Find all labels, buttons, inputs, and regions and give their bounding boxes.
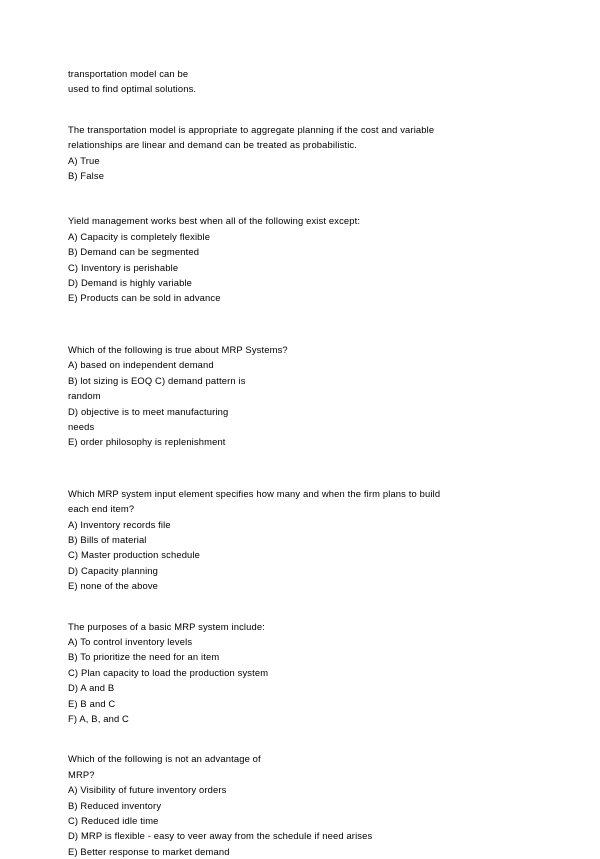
text-line: E) Products can be sold in advance: [68, 292, 221, 304]
text-line: C) Plan capacity to load the production system: [68, 666, 269, 678]
text-line: E) order philosophy is replenishment: [68, 436, 226, 448]
text-line: The purposes of a basic MRP system include:: [68, 620, 265, 632]
text-line: Which of the following is not an advantage of: [68, 753, 261, 765]
text-line: B) False: [68, 170, 105, 182]
text-line: E) Better response to market demand: [68, 845, 230, 857]
text-line: B) Reduced inventory: [68, 799, 162, 811]
spacer: [68, 470, 532, 486]
text-line: C) Inventory is perishable: [68, 261, 179, 273]
text-line: used to find optimal solutions.: [68, 83, 197, 95]
text-line: A) based on independent demand: [68, 359, 214, 371]
text-line: Which of the following is true about MRP Systems?: [68, 343, 288, 355]
text-line: D) MRP is flexible - easy to veer away from the schedule if need arises: [68, 830, 373, 842]
text-line: random: [68, 390, 101, 402]
text-line: F) A, B, and C: [68, 713, 129, 724]
text-line: MRP?: [68, 768, 95, 780]
text-block-question-mrp-input-element: [68, 486, 532, 594]
text-line: A) Capacity is completely flexible: [68, 230, 211, 242]
text-block-question-mrp-not-advantage: [68, 751, 532, 859]
text-line: B) Bills of material: [68, 533, 147, 545]
text-line: B) Demand can be segmented: [68, 246, 200, 258]
text-block-intro-fragment: [68, 66, 532, 97]
text-line: relationships are linear and demand can be treated as probabilistic.: [68, 139, 358, 151]
text-line: B) To prioritize the need for an item: [68, 651, 220, 663]
spacer: [68, 203, 532, 213]
text-block-question-transportation-model: [68, 122, 532, 184]
text-block-question-mrp-systems-true: [68, 342, 532, 450]
text-block-question-yield-management: [68, 213, 532, 305]
text-line: The transportation model is appropriate to aggregate planning if the cost and variable: [68, 123, 435, 135]
text-line: C) Reduced idle time: [68, 815, 159, 827]
text-line: A) Visibility of future inventory orders: [68, 784, 227, 796]
text-line: A) Inventory records file: [68, 518, 171, 530]
text-line: B) lot sizing is EOQ C) demand pattern is: [68, 374, 246, 386]
text-block-question-basic-mrp-purposes: [68, 619, 532, 727]
spacer: [68, 326, 532, 342]
text-line: A) To control inventory levels: [68, 635, 193, 647]
text-line: E) none of the above: [68, 580, 159, 592]
text-line: needs: [68, 420, 95, 432]
text-line: D) Demand is highly variable: [68, 277, 193, 289]
text-line: D) A and B: [68, 682, 115, 694]
text-line: E) B and C: [68, 697, 116, 709]
text-line: A) True: [68, 154, 100, 166]
text-line: D) Capacity planning: [68, 564, 159, 576]
text-line: Which MRP system input element specifies how many and when the firm plans to build: [68, 487, 441, 499]
text-line: Yield management works best when all of the following exist except:: [68, 215, 361, 227]
text-line: D) objective is to meet manufacturing: [68, 405, 229, 417]
text-line: C) Master production schedule: [68, 549, 201, 561]
text-line: each end item?: [68, 503, 135, 515]
text-line: transportation model can be: [68, 68, 189, 79]
